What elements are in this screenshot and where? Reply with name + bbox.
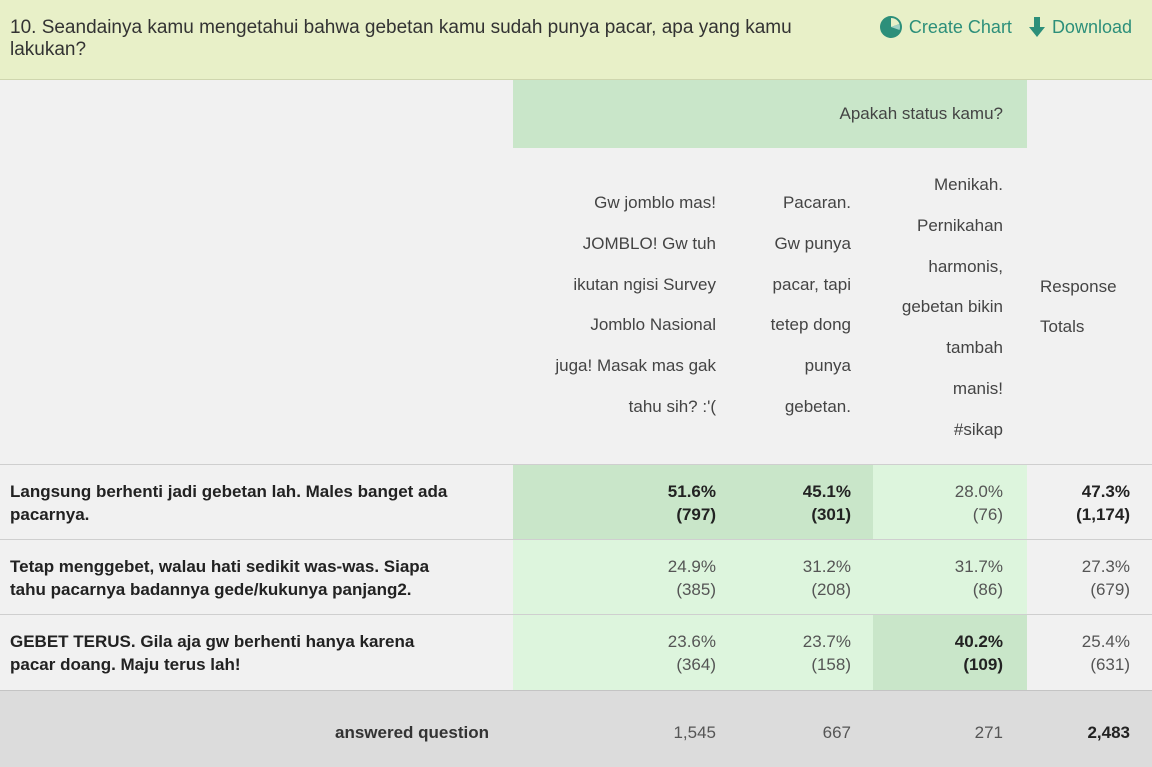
column-header-pacaran: Pacaran. Gw punya pacar, tapi tetep dong punya gebetan. [770,193,851,416]
cell-jomblo: 24.9% (385) [513,540,738,614]
group-header: Apakah status kamu? [513,80,1027,148]
row-label: GEBET TERUS. Gila aja gw berhenti hanya karena pacar doang. Maju terus lah! [10,632,415,674]
answered-total: 2,483 [1087,723,1130,742]
row-label: Langsung berhenti jadi gebetan lah. Males banget ada pacarnya. [10,482,448,524]
cell-pacaran: 31.2% (208) [738,540,873,614]
cell-menikah: 40.2% (109) [873,615,1027,690]
cell-total: 47.3% (1,174) [1076,482,1130,524]
row-label: Tetap menggebet, walau hati sedikit was-was. Siapa tahu pacarnya badannya gede/kukunya panjang2. [10,557,430,599]
question-title: 10. Seandainya kamu mengetahui bahwa gebetan kamu sudah punya pacar, apa yang kamu lakukan? [10,17,792,60]
crosstab-table [0,80,1152,767]
create-chart-label: Create Chart [908,16,1012,37]
download-button[interactable] [1028,15,1132,39]
download-arrow-icon [1028,15,1046,39]
pie-chart-icon [879,15,903,39]
column-header-menikah: Menikah. Pernikahan harmonis, gebetan bikin tambah manis! #sikap [901,175,1003,439]
create-chart-button[interactable] [879,15,1012,39]
cell-total: 25.4% (631) [1081,632,1130,674]
header-actions [879,15,1132,39]
column-header-jomblo: Gw jomblo mas! JOMBLO! Gw tuh ikutan ngisi Survey Jomblo Nasional juga! Masak mas gak tahu sih? :'( [555,193,716,416]
cell-pacaran: 23.7% (158) [738,615,873,690]
cell-pacaran: 45.1% (301) [738,465,873,539]
answered-pacaran: 667 [822,723,851,742]
column-header-response-totals: Response Totals [1040,277,1117,336]
answered-question-row [0,690,1152,767]
answered-question-label: answered question [335,723,489,742]
question-header [0,0,1152,80]
answered-menikah: 271 [974,723,1003,742]
table-row [0,614,1152,690]
table-row [0,464,1152,539]
answered-jomblo: 1,545 [673,723,716,742]
cell-jomblo: 23.6% (364) [513,615,738,690]
download-label: Download [1051,16,1132,37]
cell-menikah: 31.7% (86) [873,540,1027,614]
cell-menikah: 28.0% (76) [873,465,1027,539]
cell-total: 27.3% (679) [1081,557,1130,599]
cell-jomblo: 51.6% (797) [513,465,738,539]
table-row [0,539,1152,614]
